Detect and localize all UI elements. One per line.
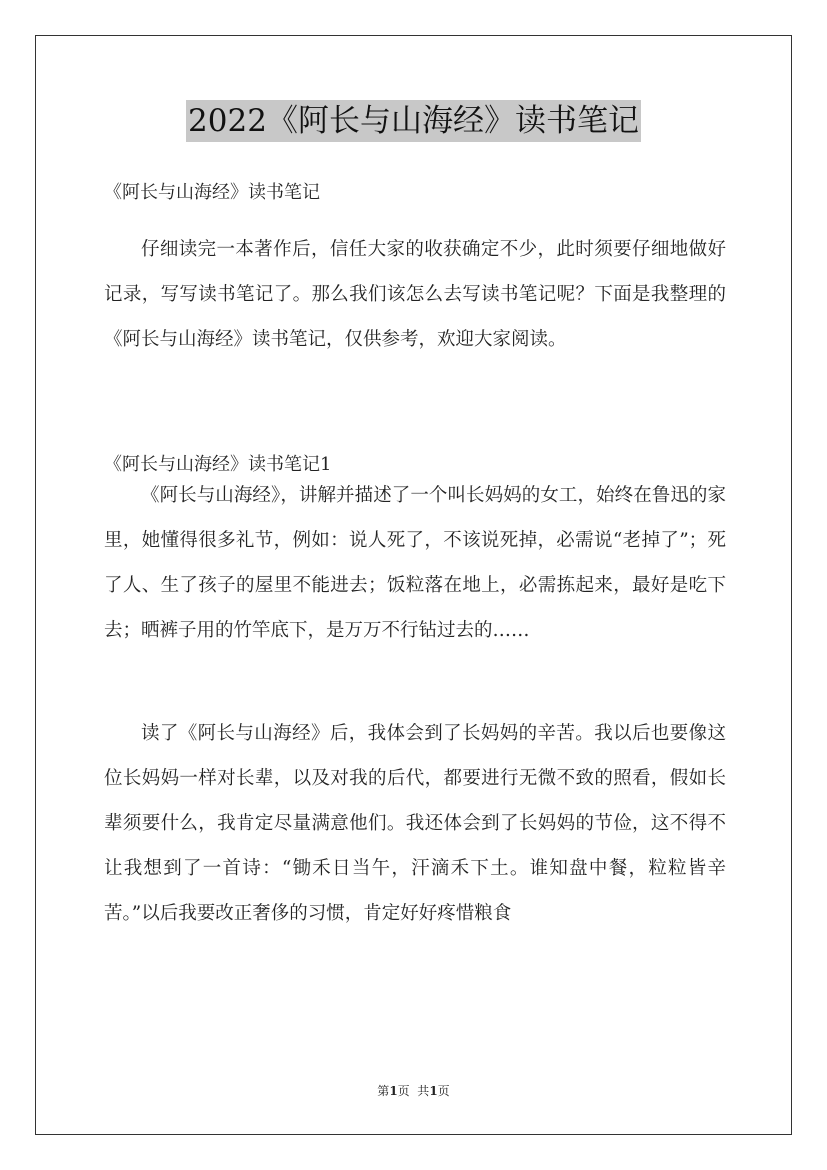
document-subtitle: 《阿长与山海经》读书笔记 — [104, 182, 320, 203]
footer-page-mid: 页 共 — [397, 1084, 430, 1098]
section-heading: 《阿长与山海经》读书笔记1 — [104, 454, 332, 475]
footer-page-prefix: 第 — [377, 1084, 390, 1098]
document-title: 2022《阿长与山海经》读书笔记 — [186, 100, 641, 142]
body-paragraph-2: 读了《阿长与山海经》后，我体会到了长妈妈的辛苦。我以后也要像这位长妈妈一样对长辈，以及对我的后代，都要进行无微不致的照看，假如长辈须要什么，我肯定尽量满意他们。我还体会到了长妈妈的节俭，这不得不让我想到了一首诗：“锄禾日当午，汗滴禾下土。谁知盘中餐，粒粒皆辛苦。”以后我要改正奢侈的习惯，肯定好好疼惜粮食 — [104, 723, 726, 924]
intro-paragraph: 仔细读完一本著作后，信任大家的收获确定不少，此时须要仔细地做好记录，写写读书笔记了。那么我们该怎么去写读书笔记呢？下面是我整理的《阿长与山海经》读书笔记，仅供参考，欢迎大家阅读。 — [104, 239, 726, 350]
body-paragraph-1: 《阿长与山海经》，讲解并描述了一个叫长妈妈的女工，始终在鲁迅的家里，她懂得很多礼节，例如：说人死了，不该说死掉，必需说“老掉了”；死了人、生了孩子的屋里不能进去；饭粒落在地上，必需拣起来，最好是吃下去；晒裤子用的竹竿底下，是万万不行钻过去的…… — [104, 485, 726, 641]
footer-page-current: 1 — [389, 1084, 398, 1098]
footer-page-suffix: 页 — [437, 1084, 450, 1098]
footer-page-total: 1 — [429, 1084, 438, 1098]
title-container — [0, 100, 827, 142]
page-footer — [0, 1082, 827, 1100]
